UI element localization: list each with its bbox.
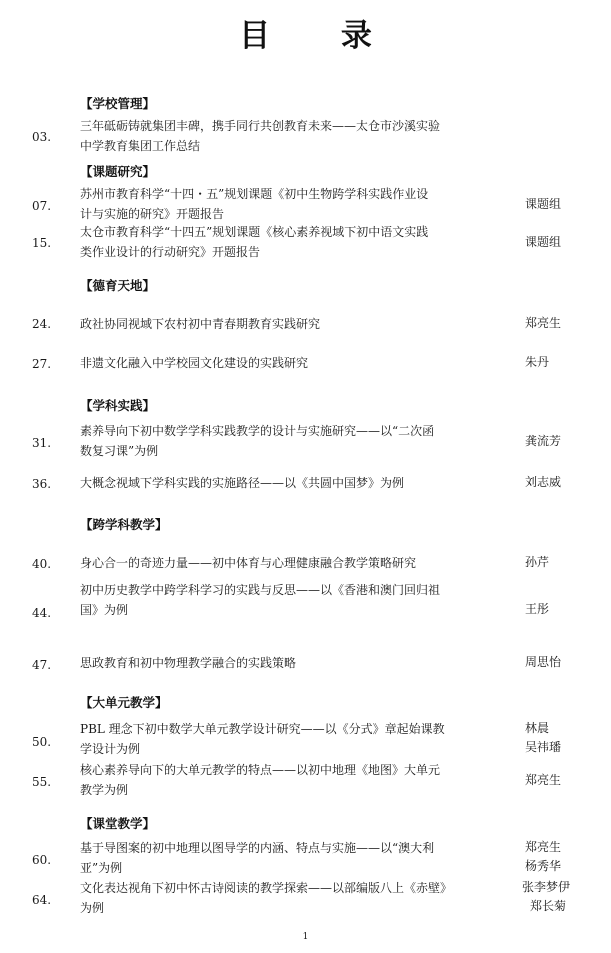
toc-author-name: 王彤 (525, 602, 550, 616)
toc-page-number: 24. (32, 317, 52, 331)
toc-page-number: 36. (32, 477, 52, 491)
toc-entry-title (80, 878, 512, 918)
toc-entry-title-line: 类作业设计的行动研究》开题报告 (80, 245, 261, 259)
toc-entry-title-line: 教学为例 (80, 783, 129, 797)
toc-author-name: 郑亮生 (525, 316, 562, 330)
toc-entry-title-line: 初中历史教学中跨学科学习的实践与反思——以《香港和澳门回归祖 (80, 583, 441, 597)
toc-author-name: 吴祎璠 (525, 740, 562, 754)
toc-entry-title (80, 760, 512, 800)
toc-author-name: 张李梦伊 (522, 880, 571, 894)
toc-page-number: 64. (32, 893, 52, 907)
toc-entry-title-line: 素养导向下初中数学学科实践教学的设计与实施研究——以“二次函 (80, 424, 435, 438)
toc-author-name: 林晨 (525, 721, 550, 735)
toc-entry-title-line: 计与实施的研究》开题报告 (80, 207, 225, 221)
toc-page-number: 27. (32, 357, 52, 371)
toc-entry-title-line: 中学教育集团工作总结 (80, 139, 201, 153)
toc-entry-title (80, 719, 512, 759)
toc-author (522, 878, 602, 916)
toc-entry-title (80, 473, 512, 493)
toc-author-name: 刘志威 (525, 475, 562, 489)
toc-author-name: 郑亮生 (525, 773, 562, 787)
toc-page-number: 31. (32, 436, 52, 450)
toc-entry-title (80, 653, 512, 673)
page-title: 目 录 (239, 18, 402, 54)
toc-entry-title-line: 基于导图案的初中地理以图导学的内涵、特点与实施——以“澳大利 (80, 841, 435, 855)
toc-entry-title-line: PBL 理念下初中数学大单元教学设计研究——以《分式》章起始课教 (80, 722, 445, 736)
toc-entry-title (80, 421, 512, 461)
toc-author-name: 课题组 (525, 235, 562, 249)
section-heading: 【学校管理】 (80, 96, 156, 111)
toc-author (525, 473, 605, 492)
toc-page-number: 44. (32, 606, 52, 620)
toc-page-number: 40. (32, 557, 52, 571)
toc-author (525, 314, 605, 333)
toc-entry-title-line: 文化表达视角下初中怀古诗阅读的教学探索——以部编版八上《赤壁》 (80, 881, 453, 895)
toc-entry-title-line: 数复习课”为例 (80, 444, 159, 458)
toc-entry-title-line: 大概念视域下学科实践的实施路径——以《共圆中国梦》为例 (80, 476, 405, 490)
toc-author-name: 龚流芳 (525, 434, 562, 448)
toc-author (525, 600, 605, 619)
toc-page-number: 50. (32, 735, 52, 749)
toc-entry-title-line: 苏州市教育科学“十四・五”规划课题《初中生物跨学科实践作业设 (80, 187, 429, 201)
toc-author-name: 杨秀华 (525, 859, 562, 873)
toc-author (525, 771, 605, 790)
toc-author (525, 653, 605, 672)
toc-entry-title-line: 三年砥砺铸就集团丰碑，携手同行共创教育未来——太仓市沙溪实验 (80, 119, 441, 133)
section-heading: 【课题研究】 (80, 164, 156, 179)
toc-entry-title-line: 太仓市教育科学“十四五”规划课题《核心素养视域下初中语文实践 (80, 225, 429, 239)
toc-author-name: 课题组 (525, 197, 562, 211)
toc-page-number: 60. (32, 853, 52, 867)
section-heading: 【德育天地】 (80, 278, 156, 293)
toc-entry-title-line: 非遗文化融入中学校园文化建设的实践研究 (80, 356, 309, 370)
toc-author (525, 719, 605, 757)
toc-entry-title (80, 580, 512, 620)
toc-page-number: 47. (32, 658, 52, 672)
toc-entry-title (80, 553, 512, 573)
toc-author-name: 孙芹 (525, 555, 550, 569)
toc-entry-title-line: 身心合一的奇迹力量——初中体育与心理健康融合教学策略研究 (80, 556, 417, 570)
toc-author (525, 432, 605, 451)
footer-page-number: 1 (302, 932, 309, 942)
toc-page-number: 55. (32, 775, 52, 789)
toc-author-name: 朱丹 (525, 355, 550, 369)
toc-page-number: 15. (32, 236, 52, 250)
toc-entry-title-line: 为例 (80, 901, 105, 915)
toc-author-name: 郑长菊 (530, 899, 567, 913)
toc-entry-title (80, 116, 512, 156)
section-heading: 【课堂教学】 (80, 816, 156, 831)
toc-entry-title-line: 亚”为例 (80, 861, 123, 875)
toc-author (525, 838, 605, 876)
toc-entry-title (80, 314, 512, 334)
section-heading: 【大单元教学】 (80, 695, 168, 710)
section-heading: 【学科实践】 (80, 398, 156, 413)
toc-page-number: 07. (32, 199, 52, 213)
toc-entry-title-line: 思政教育和初中物理教学融合的实践策略 (80, 656, 297, 670)
toc-entry-title (80, 184, 512, 224)
toc-author (525, 233, 605, 252)
toc-entry-title-line: 政社协同视域下农村初中青春期教育实践研究 (80, 317, 321, 331)
toc-author (525, 353, 605, 372)
toc-entry-title (80, 353, 512, 373)
section-heading: 【跨学科教学】 (80, 517, 168, 532)
toc-entry-title-line: 学设计为例 (80, 742, 141, 756)
toc-entry-title-line: 核心素养导向下的大单元教学的特点——以初中地理《地图》大单元 (80, 763, 441, 777)
toc-author-name: 郑亮生 (525, 840, 562, 854)
toc-author (525, 195, 605, 214)
toc-author-name: 周思怡 (525, 655, 562, 669)
toc-page-number: 03. (32, 130, 52, 144)
toc-entry-title (80, 222, 512, 262)
toc-entry-title-line: 国》为例 (80, 603, 129, 617)
toc-author (525, 553, 605, 572)
toc-entry-title (80, 838, 512, 878)
